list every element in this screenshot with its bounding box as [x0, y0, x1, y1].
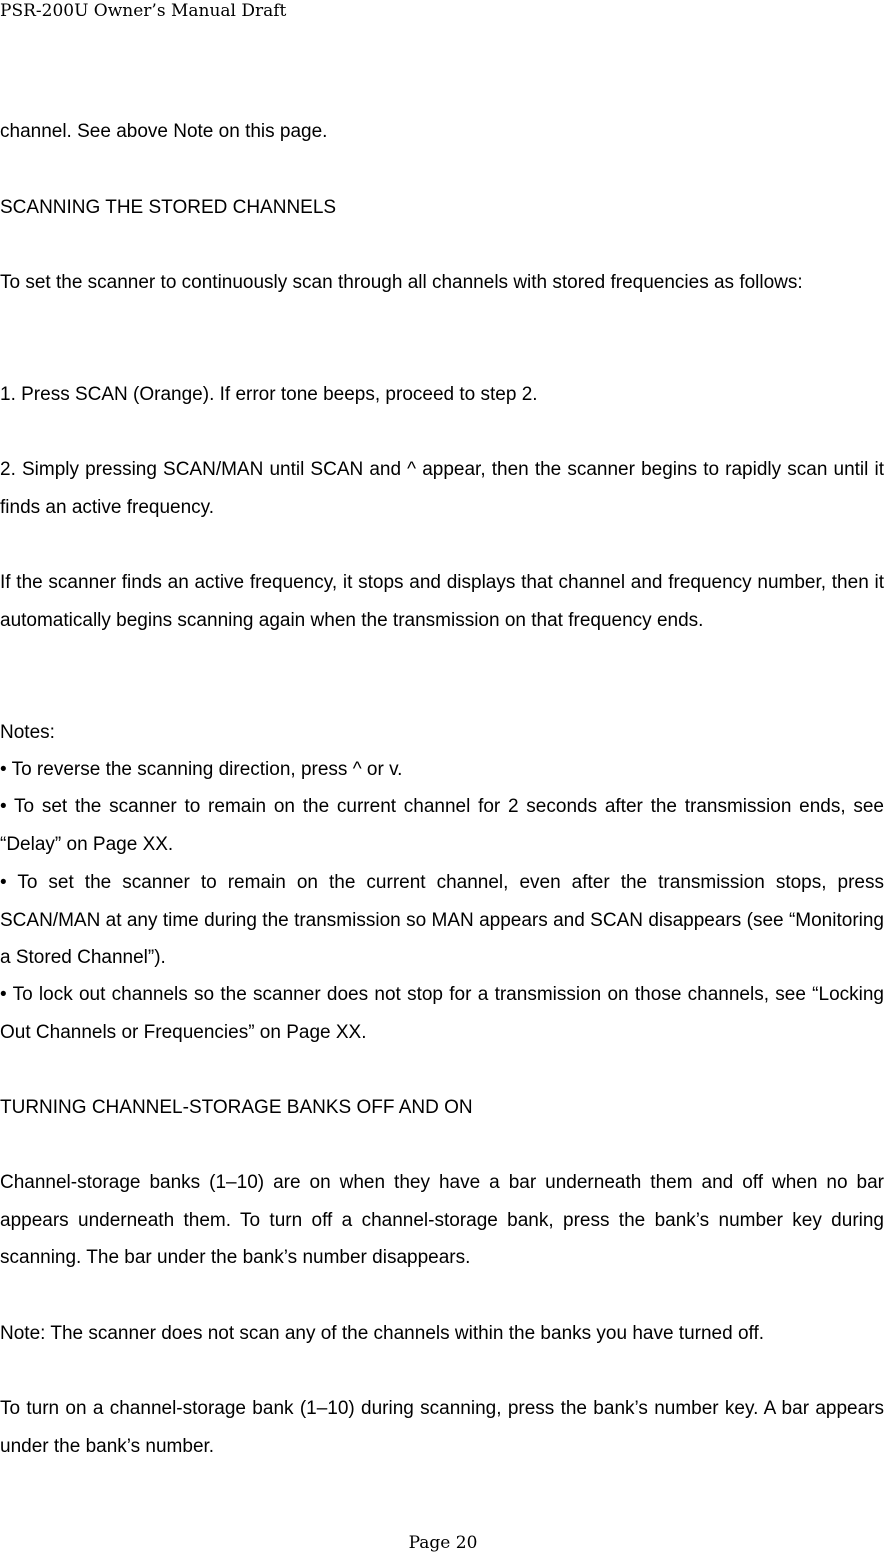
banks-turn-on-paragraph: To turn on a channel-storage bank (1–10) during scanning, press the bank’s number key. A bar appears under the bank’s number.: [0, 1398, 884, 1457]
banks-note: Note: The scanner does not scan any of the channels within the banks you have turned off.: [0, 1323, 765, 1344]
step-1: 1. Press SCAN (Orange). If error tone beeps, proceed to step 2.: [0, 384, 538, 405]
page-number: Page 20: [408, 1533, 478, 1553]
notes-label: Notes:: [0, 722, 55, 743]
running-header: PSR-200U Owner’s Manual Draft: [0, 1, 287, 21]
active-frequency-paragraph: If the scanner finds an active frequency, it stops and displays that channel and frequency number, then it automatically begins scanning again when the transmission on that frequency ends.: [0, 572, 884, 631]
note-reverse-direction: • To reverse the scanning direction, press ^ or v.: [0, 759, 403, 780]
section-heading-banks: TURNING CHANNEL-STORAGE BANKS OFF AND ON: [0, 1097, 473, 1118]
note-monitoring: • To set the scanner to remain on the current channel, even after the transmission stops, press SCAN/MAN at any time during the transmission so MAN appears and SCAN disappears (see “Monitoring a Stored Channel”).: [0, 872, 884, 968]
continuation-text: channel. See above Note on this page.: [0, 121, 328, 142]
note-delay: • To set the scanner to remain on the current channel for 2 seconds after the transmission ends, see “Delay” on Page XX.: [0, 796, 884, 855]
section-heading-scanning: SCANNING THE STORED CHANNELS: [0, 197, 337, 218]
note-lockout: • To lock out channels so the scanner does not stop for a transmission on those channels, see “Locking Out Channels or Frequencies” on Page XX.: [0, 984, 884, 1043]
banks-paragraph: Channel-storage banks (1–10) are on when they have a bar underneath them and off when no bar appears underneath them. To turn off a channel-storage bank, press the bank’s number key during scanning. The bar under the bank’s number disappears.: [0, 1172, 884, 1268]
step-2: 2. Simply pressing SCAN/MAN until SCAN and ^ appear, then the scanner begins to rapidly scan until it finds an active frequency.: [0, 459, 884, 518]
intro-paragraph: To set the scanner to continuously scan through all channels with stored frequencies as follows:: [0, 272, 803, 293]
